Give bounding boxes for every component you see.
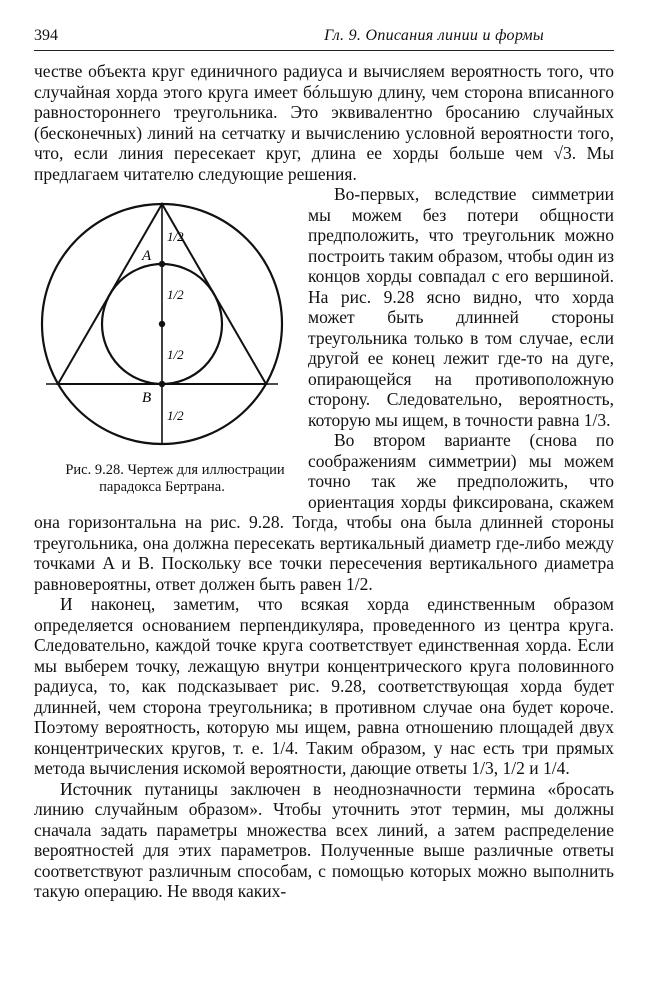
paragraph-2 [34,184,614,495]
segment-label-upper: 1/2 [167,287,184,302]
page-number: 394 [34,27,58,44]
figure-9-28 [30,186,294,496]
paragraph-3: Во втором варианте (снова по соображениям симметрии) мы можем точно так же предположить, что ориентация хорды фиксирована, скажем она горизонтальна на рис. 9.28. Тогда, чтобы она была длинней стороны треугольника, она должна пересекать вертикальный диаметр где-либо между точками A и B. Поскольку все точки пересечения вертикального диаметра равновероятны, ответ должен быть равен 1/2. [34,430,614,594]
book-page [34,24,614,901]
page-header [34,24,614,48]
bertrand-diagram [30,186,294,452]
segment-label-top: 1/2 [167,229,184,244]
paragraph-1: честве объекта круг единичного радиуса и вычисляем вероятность того, что случайная хорда этого круга имеет бóльшую длину, чем сторона вписанного равностороннего треугольника. Это эквивалентно бросанию случайных (бесконечных) линий на сетчатку и вычислению условной вероятности того, что, если линия пересекает круг, длина ее хорды больше чем √3. Мы предлагаем читателю следующие решения. [34,61,614,184]
figure-caption: Рис. 9.28. Чертеж для иллюстрации парадокса Бертрана. [65,462,285,495]
paragraph-2-text: Во-первых, вследствие симметрии мы можем без потери общности предположить, что треугольник можно построить таким образом, чтобы один из концов хорды совпадал с его вершиной. На рис. 9.28 ясно видно, что хорда может быть длинней стороны треугольника только в том случае, если другой ее конец лежит где-то на дуге, опирающейся на противоположную сторону. Следовательно, вероятность, которую мы ищем, в точности равна 1/3. [308,184,614,430]
header-rule [34,50,614,51]
page-body [34,61,614,902]
label-a: A [142,248,152,264]
segment-label-bottom: 1/2 [167,408,184,423]
point-b [159,381,165,387]
label-b: B [142,390,152,406]
segment-label-lower: 1/2 [167,347,184,362]
paragraph-4: И наконец, заметим, что всякая хорда единственным образом определяется основанием перпендикуляра, проведенного из центра круга. Следовательно, каждой точке круга соответствует единственная хорда. Если мы выберем точку, лежащую внутри концентрического круга половинного радиуса, то, как подсказывает рис. 9.28, соответствующая хорда будет длинней, чем сторона треугольника; в противном случае она будет короче. Поэтому вероятность, которую мы ищем, равна отношению площадей двух концентрических кругов, т. е. 1/4. Таким образом, у нас есть три прямых метода вычисления искомой вероятности, дающие ответы 1/3, 1/2 и 1/4. [34,594,614,778]
running-title: Гл. 9. Описания линии и формы [324,27,544,44]
point-a [159,261,165,267]
paragraph-5: Источник путаницы заключен в неоднозначности термина «бросать линию случайным образом». Чтобы уточнить этот термин, мы должны сначала задать параметры множества всех линий, а затем распределение вероятностей для этих параметров. Полученные выше различные ответы соответствуют различным способам, с помощью которых можно выполнить такую операцию. Не вводя каких- [34,778,614,901]
center-point [159,321,165,327]
